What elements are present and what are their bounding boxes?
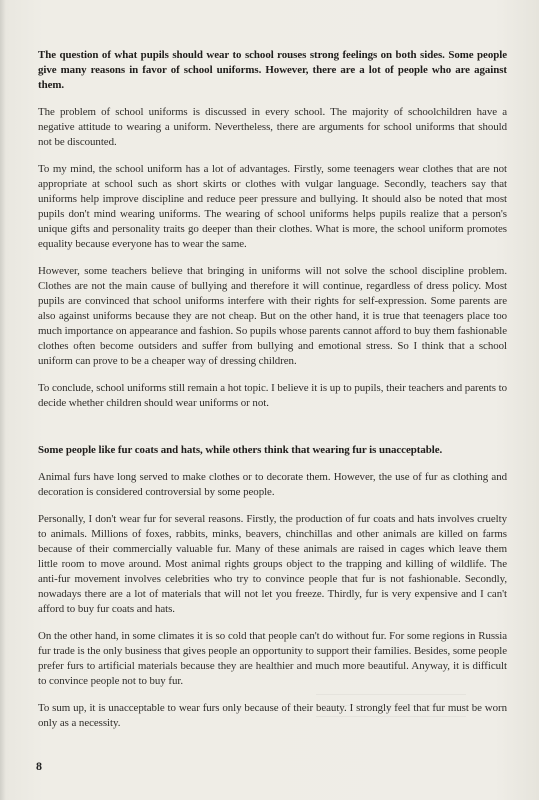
essay-2-heading: Some people like fur coats and hats, while others think that wearing fur is unacceptable. [38, 444, 443, 457]
essay-1-paragraph-3: However, some teachers believe that bringing in uniforms will not solve the school discipline problem. Clothes are not the main cause of bullying and therefore it will continue, regardless of dress policy. Most pupils are convinced that school uniforms interfere with their rights for self-expression. Some parents are also against uniforms because they are not cheap. But on the other hand, it is true that teenagers place too much importance on appearance and fashion. So pupils whose parents cannot afford to buy them fashionable clothes often become outsiders and suffer from bullying and emotional stress. So I think that a school uniform can prove to be a cheaper way of dressing children. [38, 264, 507, 368]
essay-1-paragraph-4: To conclude, school uniforms still remain a hot topic. I believe it is up to pupils, their teachers and parents to decide whether children should wear uniforms or not. [38, 381, 507, 409]
essay-fur [38, 443, 507, 731]
text-column [38, 48, 507, 742]
essay-school-uniforms [38, 48, 507, 411]
essay-2-paragraph-4: To sum up, it is unacceptable to wear furs only because of their beauty. I strongly feel that fur must be worn only as a necessity. [38, 701, 507, 729]
page-number: 8 [36, 759, 42, 773]
binding-shadow [0, 0, 6, 800]
essay-2-paragraph-1: Animal furs have long served to make clothes or to decorate them. However, the use of fur as clothing and decoration is considered controversial by some people. [38, 471, 507, 499]
essay-2-paragraph-3: On the other hand, in some climates it is so cold that people can't do without fur. For some regions in Russia fur trade is the only business that gives people an opportunity to support their families. Besides, some people prefer furs to artificial materials because they are healthier and much more beautiful. Anyway, it is difficult to convince people not to buy fur. [38, 629, 508, 688]
essay-2-paragraph-2: Personally, I don't wear fur for several reasons. Firstly, the production of fur coats and hats involves cruelty to animals. Millions of foxes, rabbits, minks, beavers, chinchillas and other animals are killed on farms because of their commercially valuable fur. Many of these animals are raised in cages which leave them little room to move around. Most animal rights groups object to the trapping and killing of wildlife. The anti-fur movement involves celebrities who try to convince people that fur is not fashionable. Secondly, nowadays there are a lot of materials that will not let you freeze. Thirdly, fur is very expensive and I can't afford to buy fur coats and hats. [38, 512, 507, 616]
essay-1-paragraph-1: The problem of school uniforms is discussed in every school. The majority of schoolchildren have a negative attitude to wearing a uniform. Nevertheless, there are arguments for school uniforms that should not be discounted. [38, 105, 507, 148]
essay-separator [38, 422, 507, 443]
essay-1-heading: The question of what pupils should wear to school rouses strong feelings on both sides. Some people give many reasons in favor of school uniforms. However, there are a lot of people who are against them. [38, 49, 507, 92]
essay-1-paragraph-2: To my mind, the school uniform has a lot of advantages. Firstly, some teenagers wear clothes that are not appropriate at school such as short skirts or clothes with vulgar language. Secondly, teachers say that uniforms help improve discipline and reduce peer pressure and bullying. It should also be noted that most pupils don't mind wearing uniforms. The wearing of school uniforms helps pupils realize that a person's unique gifts and personality traits go deeper than their clothes. What is more, the school uniform promotes equality because everyone has to wear the same. [38, 162, 507, 251]
